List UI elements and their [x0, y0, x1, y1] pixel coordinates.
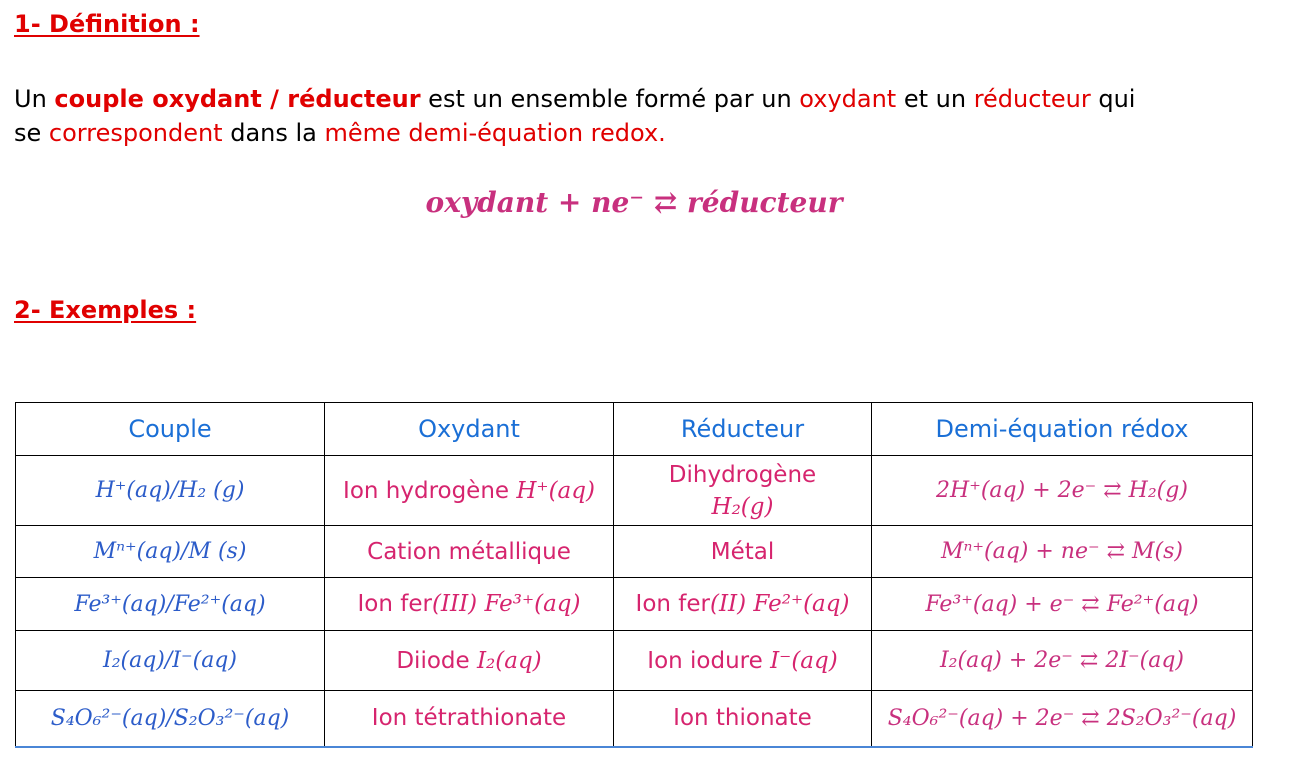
- cell-equation: S₄O₆²⁻(aq) + 2e⁻ ⇄ 2S₂O₃²⁻(aq): [872, 691, 1253, 747]
- oxydant-name: Ion hydrogène: [343, 477, 510, 504]
- header-reducteur: Réducteur: [614, 403, 872, 456]
- highlight-term: oxydant: [799, 85, 897, 113]
- reducteur-name: Ion iodure: [647, 647, 763, 674]
- header-couple: Couple: [16, 403, 325, 456]
- oxydant-formula: H⁺(aq): [516, 477, 595, 504]
- cell-couple: Fe³⁺(aq)/Fe²⁺(aq): [16, 578, 325, 631]
- reducteur-name: Ion fer: [635, 591, 710, 617]
- table-row: [16, 526, 1253, 578]
- oxydant-formula: I₂(aq): [476, 647, 542, 674]
- redox-couples-table: [15, 402, 1253, 748]
- cell-equation: Fe³⁺(aq) + e⁻ ⇄ Fe²⁺(aq): [872, 578, 1253, 631]
- cell-oxydant: [325, 631, 614, 691]
- reducteur-formula: I⁻(aq): [770, 647, 838, 674]
- header-demi-equation: Demi-équation rédox: [872, 403, 1253, 456]
- general-half-equation: oxydant + ne⁻ ⇄ réducteur: [425, 186, 843, 219]
- reducteur-formula: (II) Fe²⁺(aq): [709, 591, 850, 617]
- cell-reducteur: [614, 578, 872, 631]
- header-oxydant: Oxydant: [325, 403, 614, 456]
- table-row: [16, 456, 1253, 526]
- cell-reducteur: Ion thionate: [614, 691, 872, 747]
- table-header-row: [16, 403, 1253, 456]
- reducteur-name: Dihydrogène: [668, 461, 817, 488]
- text: Un: [14, 85, 55, 113]
- cell-couple: I₂(aq)/I⁻(aq): [16, 631, 325, 691]
- table-row: [16, 691, 1253, 747]
- highlight-term: correspondent: [48, 119, 223, 147]
- text: et un: [896, 85, 974, 113]
- cell-equation: Mⁿ⁺(aq) + ne⁻ ⇄ M(s): [872, 526, 1253, 578]
- cell-reducteur: Métal: [614, 526, 872, 578]
- cell-oxydant: [325, 456, 614, 526]
- cell-equation: 2H⁺(aq) + 2e⁻ ⇄ H₂(g): [872, 456, 1253, 526]
- table-row: [16, 578, 1253, 631]
- cell-oxydant: Cation métallique: [325, 526, 614, 578]
- highlight-term: réducteur: [973, 85, 1091, 113]
- reducteur-formula: H₂(g): [711, 493, 774, 520]
- cell-oxydant: Ion tétrathionate: [325, 691, 614, 747]
- cell-reducteur: [614, 456, 872, 526]
- definition-paragraph: [14, 82, 1214, 150]
- highlight-term: couple oxydant / réducteur: [54, 85, 421, 113]
- cell-reducteur: [614, 631, 872, 691]
- text: qui: [1090, 85, 1136, 113]
- cell-couple: S₄O₆²⁻(aq)/S₂O₃²⁻(aq): [16, 691, 325, 747]
- text: est un ensemble formé par un: [420, 85, 800, 113]
- oxydant-formula: (III) Fe³⁺(aq): [431, 591, 581, 617]
- section-heading-definition: 1- Définition :: [14, 10, 200, 38]
- text: dans la: [222, 119, 325, 147]
- oxydant-name: Diiode: [396, 647, 470, 674]
- text: se: [14, 119, 49, 147]
- cell-couple: H⁺(aq)/H₂ (g): [16, 456, 325, 526]
- cell-equation: I₂(aq) + 2e⁻ ⇄ 2I⁻(aq): [872, 631, 1253, 691]
- table-row: [16, 631, 1253, 691]
- cell-couple: Mⁿ⁺(aq)/M (s): [16, 526, 325, 578]
- section-heading-examples: 2- Exemples :: [14, 296, 197, 324]
- highlight-term: même demi-équation redox.: [324, 119, 666, 147]
- oxydant-name: Ion fer: [357, 591, 432, 617]
- cell-oxydant: [325, 578, 614, 631]
